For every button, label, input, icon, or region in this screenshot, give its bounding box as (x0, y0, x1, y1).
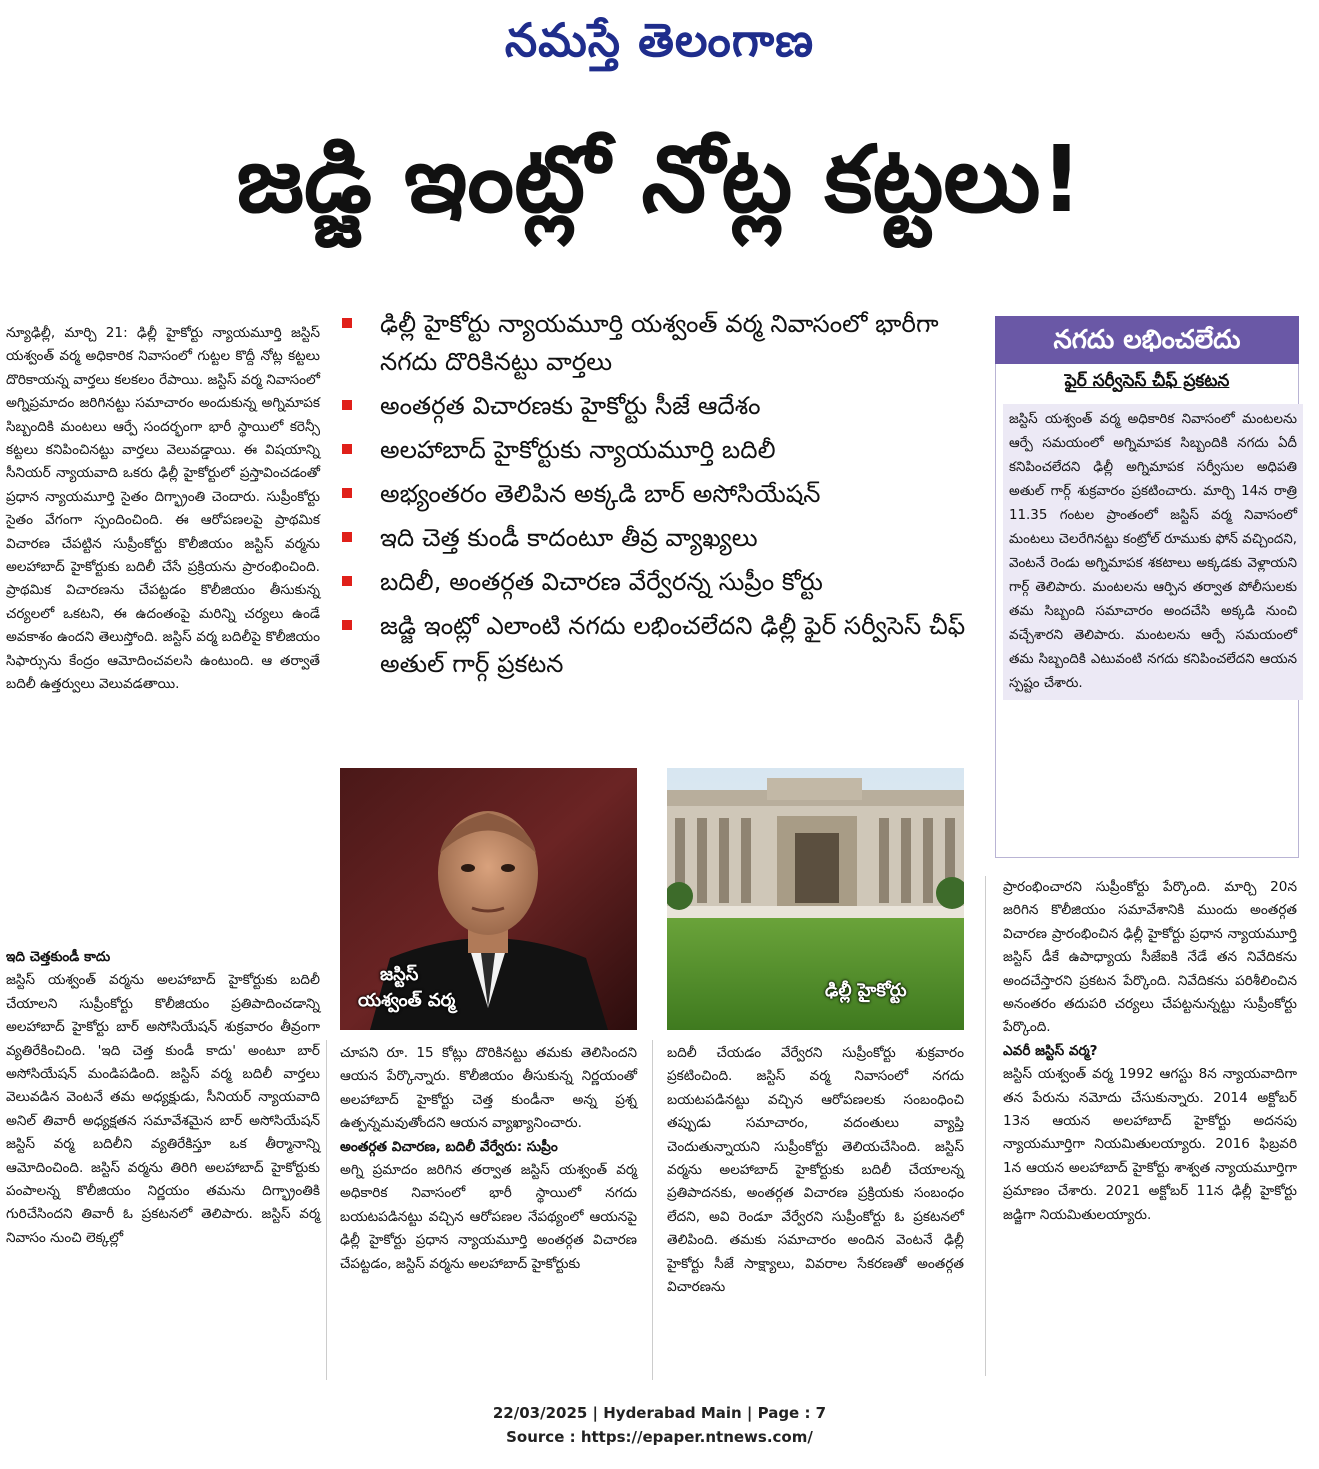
bullet-square-icon (342, 444, 352, 454)
subheading: అంతర్గత విచారణ, బదిలీ వేర్వేరు: సుప్రీం (340, 1138, 558, 1155)
sidebox-title: నగదు లభించలేదు (995, 316, 1299, 364)
subheading: ఎవరీ జస్టిస్ వర్మ? (1003, 1042, 1098, 1059)
building-image (667, 768, 964, 1030)
bullet-item: ఇది చెత్త కుండీ కాదంటూ తీవ్ర వ్యాఖ్యలు (330, 519, 980, 557)
bullet-square-icon (342, 620, 352, 630)
bullet-item: ఢిల్లీ హైకోర్టు న్యాయమూర్తి యశ్వంత్ వర్మ నివాసంలో భారీగా నగదు దొరికినట్టు వార్తలు (330, 305, 980, 381)
bullet-item: జడ్జి ఇంట్లో ఎలాంటి నగదు లభించలేదని ఢిల్లీ ఫైర్ సర్వీసెస్ చీఫ్ అతుల్ గార్గ్ ప్రకటన (330, 607, 980, 683)
photo-caption: జస్టిస్ (380, 964, 419, 985)
bullet-item: అంతర్గత విచారణకు హైకోర్టు సీజే ఆదేశం (330, 387, 980, 425)
article-column-1-lower (6, 946, 320, 1250)
article-column-3 (667, 1042, 964, 1299)
column-divider (985, 876, 986, 1376)
photo-caption: ఢిల్లీ హైకోర్టు (825, 980, 907, 1001)
sidebox-paragraph: జస్టిస్ యశ్వంత్ వర్మ అధికారిక నివాసంలో మంటలను ఆర్పే సమయంలో అగ్నిమాపక సిబ్బందికి నగదు ఏదీ కనిపించలేదని ఢిల్లీ అగ్నిమాపక సర్వీసుల అధిపతి అతుల్ గార్గ్ శుక్రవారం ప్రకటించారు. మార్చి 14న రాత్రి 11.35 గంటల ప్రాంతంలో జస్టిస్ వర్మ నివాసంలో మంటలు చెలరేగినట్టు కంట్రోల్ రూముకు ఫోన్ వచ్చిందని, వెంటనే రెండు అగ్నిమాపక శకటాలు అక్కడకు వెళ్లాయని గార్గ్ తెలిపారు. మంటలను ఆర్పిన తర్వాత పోలీసులకు తమ సిబ్బంది సమాచారం అందచేసి అక్కడి నుంచి వచ్చేశారని తెలిపారు. మంటలను ఆర్పే సమయంలో తమ సిబ్బందికి ఎటువంటి నగదు కనిపించలేదని ఆయన స్పష్టం చేశారు. (1009, 412, 1297, 691)
column-divider (652, 1040, 653, 1380)
article-column-1 (6, 322, 320, 697)
article-column-2 (340, 1042, 637, 1276)
masthead: నమస్తే తెలంగాణ (504, 13, 815, 67)
sidebox-body (1003, 404, 1303, 700)
article-paragraph: ప్రారంభించారని సుప్రీంకోర్టు పేర్కొంది. మార్చి 20న జరిగిన కొలీజియం సమావేశానికి ముందు అంతర్గత విచారణ ప్రారంభించిన ఢిల్లీ హైకోర్టు ప్రధాన న్యాయమూర్తి జస్టిస్ డీకే ఉపాధ్యాయ సీజేఐకి నేడే తన నివేదికను అందచేస్తారని ప్రకటన పేర్కొంది. నివేదికను పరిశీలించిన అనంతరం తదుపరి చర్యలు చేపట్టనున్నట్టు సుప్రీంకోర్టు పేర్కొంది. (1003, 879, 1297, 1036)
article-paragraph: జస్టిస్ యశ్వంత్ వర్మను అలహాబాద్ హైకోర్టుకు బదిలీ చేయాలని సుప్రీంకోర్టు కొలీజియం ప్రతిపాదించడాన్ని అలహాబాద్ హైకోర్టు బార్ అసోసియేషన్ శుక్రవారం తీవ్రంగా వ్యతిరేకించింది. 'ఇది చెత్త కుండీ కాదు' అంటూ బార్ అసోసియేషన్ మండిపడింది. జస్టిస్ వర్మ బదిలీ వార్తలు వెలువడిన వెంటనే తమ అధ్యక్షుడు, సీనియర్ న్యాయవాది అనిల్ తివారీ అధ్యక్షతన సమావేశమైన బార్ అసోసియేషన్ జస్టిస్ వర్మ బదిలీని వ్యతిరేకిస్తూ ఒక తీర్మానాన్ని ఆమోదించింది. జస్టిస్ వర్మను తిరిగి అలహాబాద్ హైకోర్టుకు పంపాలన్న కొలీజియం నిర్ణయం తమను దిగ్భ్రాంతికి గురిచేసిందని తివారీ ఓ ప్రకటనలో తెలిపారు. జస్టిస్ వర్మ నివాసం నుంచి లెక్కల్లో (6, 972, 320, 1246)
article-paragraph: బదిలీ చేయడం వేర్వేరని సుప్రీంకోర్టు శుక్రవారం ప్రకటించింది. జస్టిస్ వర్మ నివాసంలో నగదు బయటపడినట్టు వచ్చిన ఆరోపణలకు సంబంధించి తప్పుడు సమాచారం, వదంతులు వ్యాప్తి చెందుతున్నాయని సుప్రీంకోర్టు తెలియచేసింది. జస్టిస్ వర్మను అలహాబాద్ హైకోర్టుకు బదిలీ చేయాలన్న ప్రతిపాదనకు, అంతర్గత విచారణ ప్రక్రియకు సంబంధం లేదని, అవి రెండూ వేర్వేరని సుప్రీంకోర్టు ఓ ప్రకటనలో తెలిపింది. తమకు సమాచారం అందిన వెంటనే ఢిల్లీ హైకోర్టు సీజే సాక్ష్యాలు, వివరాల సేకరణతో అంతర్గత విచారణను (667, 1045, 964, 1296)
column-divider (326, 1040, 327, 1380)
footer-date-edition: 22/03/2025 | Hyderabad Main | Page : 7 (492, 1404, 827, 1422)
article-paragraph: అగ్ని ప్రమాదం జరిగిన తర్వాత జస్టిస్ యశ్వంత్ వర్మ అధికారిక నివాసంలో భారీ స్థాయిలో నగదు బయటపడినట్టు వచ్చిన ఆరోపణల నేపథ్యంలో ఆయనపై ఢిల్లీ హైకోర్టు ప్రధాన న్యాయమూర్తి అంతర్గత విచారణ చేపట్టడం, జస్టిస్ వర్మను అలహాబాద్ హైకోర్టుకు (340, 1162, 637, 1272)
bullet-square-icon (342, 400, 352, 410)
bullet-item: అభ్యంతరం తెలిపిన అక్కడి బార్ అసోసియేషన్ (330, 475, 980, 513)
footer-source-link[interactable]: Source : https://epaper.ntnews.com/ (506, 1428, 813, 1446)
bullet-square-icon (342, 576, 352, 586)
article-paragraph: చూపని రూ. 15 కోట్లు దొరికినట్టు తమకు తెలిసిందని ఆయన పేర్కొన్నారు. కొలీజియం తీసుకున్న నిర్ణయంతో అలహాబాద్ హైకోర్టు చెత్త కుండీనా అన్న ప్రశ్న ఉత్పన్నమవుతోందని ఆయన వ్యాఖ్యానించారు. (340, 1045, 637, 1132)
highlight-bullets (330, 305, 980, 689)
headline: జడ్జి ఇంట్లో నోట్ల కట్టలు! (236, 126, 1083, 233)
article-paragraph: జస్టిస్ యశ్వంత్ వర్మ 1992 ఆగస్టు 8న న్యాయవాదిగా తన పేరును నమోదు చేసుకున్నారు. 2014 అక్టోబర్ 13న ఆయన అలహాబాద్ హైకోర్టు అదనపు న్యాయమూర్తిగా నియమితులయ్యారు. 2016 ఫిబ్రవరి 1న ఆయన అలహాబాద్ హైకోర్టు శాశ్వత న్యాయమూర్తిగా ప్రమాణం చేశారు. 2021 అక్టోబర్ 11న ఢిల్లీ హైకోర్టు జడ్జిగా నియమితులయ్యారు. (1003, 1066, 1297, 1223)
sidebox-subtitle: ఫైర్ సర్వీసెస్ చీఫ్ ప్రకటన (1064, 371, 1230, 391)
bullet-square-icon (342, 488, 352, 498)
bullet-square-icon (342, 318, 352, 328)
subheading: ఇది చెత్తకుండీ కాదు (6, 949, 111, 965)
article-paragraph: న్యూఢిల్లీ, మార్చి 21: ఢిల్లీ హైకోర్టు న్యాయమూర్తి జస్టిస్ యశ్వంత్ వర్మ అధికారిక నివాసంలో గుట్టల కొద్దీ నోట్ల కట్టలు దొరికాయన్న వార్తలు కలకలం రేపాయి. జస్టిస్ వర్మ నివాసంలో అగ్నిప్రమాదం జరిగినట్టు సమాచారం అందుకున్న అగ్నిమాపక సిబ్బందికి మంటలు ఆర్పే సందర్భంగా భారీ స్థాయిలో కరెన్సీ కట్టలు కనిపించినట్టు వార్తలు వెలువడ్డాయి. ఈ విషయాన్ని సీనియర్ న్యాయవాది ఒకరు ఢిల్లీ హైకోర్టులో ప్రస్తావించడంతో ప్రధాన న్యాయమూర్తి సైతం దిగ్భ్రాంతి చెందారు. సుప్రీంకోర్టు సైతం వేగంగా స్పందించింది. ఈ ఆరోపణలపై ప్రాథమిక విచారణ చేపట్టిన సుప్రీంకోర్టు కొలీజియం జస్టిస్ వర్మను అలహాబాద్ హైకోర్టుకు బదిలీ చేసే ప్రక్రియను ప్రారంభించింది. ప్రాథమిక విచారణను చేపట్టడం కొలీజియం తీసుకున్న చర్యలలో ఒకటని, ఈ ఉదంతంపై మరిన్ని చర్యలు ఉండే అవకాశం ఉందని తెలుస్తోంది. జస్టిస్ వర్మ బదిలీపై కొలీజియం సిఫార్సును కేంద్రం ఆమోదించవలసి ఉంటుంది. ఆ తర్వాతే బదిలీ ఉత్తర్వులు వెలువడతాయి. (6, 325, 320, 693)
photo-justice-varma (340, 768, 637, 1030)
bullet-square-icon (342, 532, 352, 542)
bullet-item: బదిలీ, అంతర్గత విచారణ వేర్వేరన్న సుప్రీం కోర్టు (330, 563, 980, 601)
bullet-item: అలహాబాద్ హైకోర్టుకు న్యాయమూర్తి బదిలీ (330, 431, 980, 469)
article-column-4 (1003, 876, 1297, 1227)
photo-caption: యశ్వంత్ వర్మ (358, 990, 456, 1011)
photo-delhi-high-court (667, 768, 964, 1030)
